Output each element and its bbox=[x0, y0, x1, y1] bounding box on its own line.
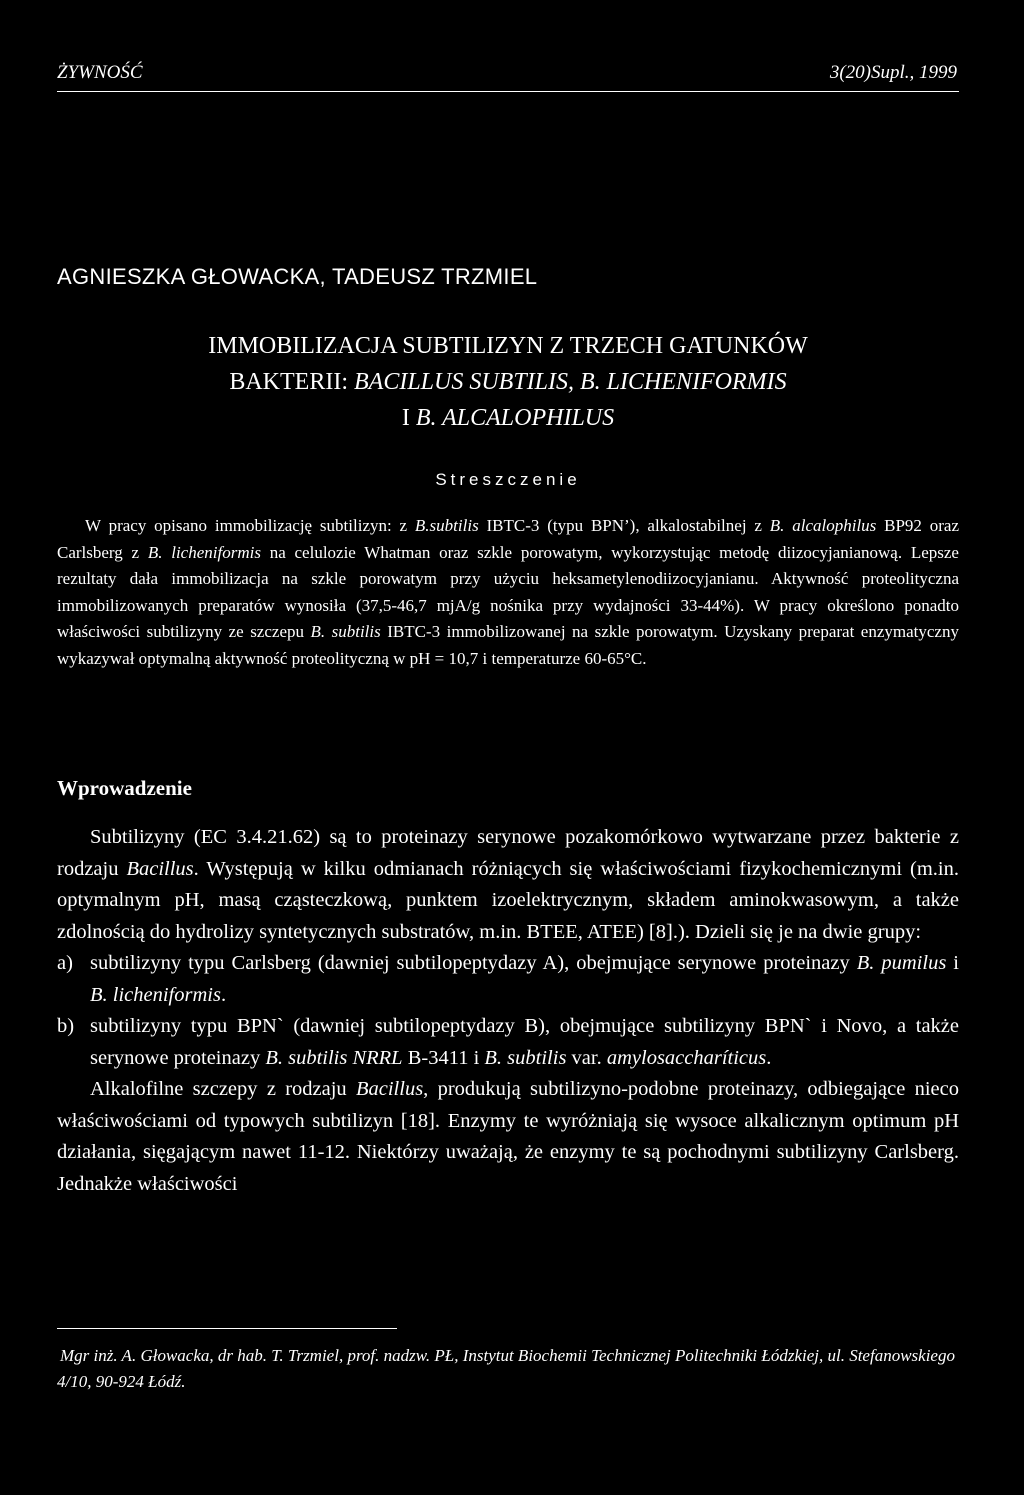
body-text: subtilizyny typu Carlsberg (dawniej subtilopeptydazy A), obejmujące serynowe proteinazy bbox=[90, 952, 857, 974]
abstract-paragraph bbox=[57, 513, 959, 672]
body-text: . Występują w kilku odmianach różniących się właściwościami fizykochemicznymi (m.in. optymalnym pH, masą cząsteczkową, punktem izoelektrycznym, składem aminokwasowym, a także zdolnością do hydrolizy syntetycznych substratów, m.in. BTEE, ATEE) [8].). Dzieli się je na dwie grupy: bbox=[57, 857, 959, 943]
list-item-content bbox=[90, 1011, 959, 1074]
body-text: B-3411 i bbox=[402, 1046, 485, 1069]
body-text: . bbox=[766, 1046, 772, 1069]
list-item-content bbox=[90, 948, 959, 1011]
body-species: B. subtilis NRRL bbox=[265, 1046, 403, 1069]
list-marker: a) bbox=[57, 952, 73, 974]
section-heading-introduction: Wprowadzenie bbox=[57, 776, 192, 800]
author-footnote: Mgr inż. A. Głowacka, dr hab. T. Trzmiel, prof. nadzw. PŁ, Instytut Biochemii Technicznej Politechniki Łódzkiej, ul. Stefanowskiego 4/10, 90-924 Łódź. bbox=[57, 1346, 955, 1391]
body-text: var. bbox=[566, 1046, 607, 1069]
title-line-2-species: BACILLUS SUBTILIS, B. LICHENIFORMIS bbox=[354, 369, 787, 395]
title-line-3-species: B. ALCALOPHILUS bbox=[415, 405, 615, 431]
body-species: amylosaccharíticus bbox=[606, 1046, 767, 1069]
abstract-species: B. subtilis bbox=[310, 622, 381, 641]
body-paragraph bbox=[57, 1074, 959, 1200]
body-text: i bbox=[946, 952, 959, 974]
abstract-species: B. licheniformis bbox=[147, 542, 261, 562]
list-marker: b) bbox=[57, 1015, 75, 1037]
journal-name: ŻYWNOŚĆ bbox=[57, 62, 143, 83]
abstract-text: BP92 oraz Carlsberg z bbox=[57, 516, 960, 562]
body-species: B. subtilis bbox=[484, 1046, 567, 1069]
body-species: Bacillus bbox=[355, 1078, 424, 1100]
issue-info: 3(20)Supl., 1999 bbox=[829, 62, 957, 83]
body-text: Subtilizyny (EC 3.4.21.62) są to proteinazy serynowe pozakomórkowo wytwarzane przez bakterie z rodzaju bbox=[57, 826, 959, 880]
abstract-text: W pracy opisano immobilizację subtilizyn: z bbox=[85, 516, 415, 535]
footnote-rule bbox=[57, 1328, 397, 1329]
list-item-b bbox=[57, 1011, 959, 1074]
authors: AGNIESZKA GŁOWACKA, TADEUSZ TRZMIEL bbox=[57, 264, 538, 289]
title-line-3 bbox=[57, 400, 959, 436]
title-line-1: IMMOBILIZACJA SUBTILIZYN Z TRZECH GATUNKÓW bbox=[208, 333, 808, 359]
paper-title bbox=[57, 328, 959, 436]
title-line-3-prefix: I bbox=[401, 405, 416, 431]
title-line-2-prefix: BAKTERII: bbox=[229, 369, 354, 395]
abstract bbox=[57, 513, 959, 672]
body-paragraph bbox=[57, 822, 959, 948]
body-text: subtilizyny typu BPN` (dawniej subtilopeptydazy B), obejmujące subtilizyny BPN` i Novo, a także serynowe proteinazy bbox=[90, 1015, 959, 1069]
abstract-text: IBTC-3 immobilizowanej na szkle porowatym. Uzyskany preparat enzymatyczny wykazywał optymalną aktywność proteolityczną w pH = 10,7 i temperaturze 60-65°C. bbox=[57, 622, 959, 668]
body-text: Alkalofilne szczepy z rodzaju bbox=[90, 1078, 356, 1100]
body-text: . bbox=[220, 983, 227, 1006]
title-line-2 bbox=[57, 364, 959, 400]
header-rule bbox=[57, 91, 959, 92]
introduction-body bbox=[57, 822, 959, 1200]
abstract-heading: Streszczenie bbox=[435, 470, 581, 489]
body-species: Bacillus bbox=[126, 857, 194, 880]
abstract-text: IBTC-3 (typu BPN’), alkalostabilnej z bbox=[478, 516, 770, 535]
list-item-a bbox=[57, 948, 959, 1011]
abstract-species: B. alcalophilus bbox=[769, 516, 877, 535]
abstract-species: B.subtilis bbox=[414, 516, 479, 535]
body-species: B. licheniformis bbox=[90, 983, 221, 1006]
body-species: B. pumilus bbox=[856, 952, 947, 974]
abstract-text: na celulozie Whatman oraz szkle porowatym, wykorzystując metodę diizocyjanianową. Lepsze rezultaty dała immobilizacja na szkle porowatym przy użyciu heksametylenodiizocyjanianu. Aktywność proteolityczna immobilizowanych preparatów wynosiła (37,5-46,7 mjA/g nośnika przy wydajności 33-44%). W pracy określono ponadto właściwości subtilizyny ze szczepu bbox=[57, 542, 959, 641]
body-text: , produkują subtilizyno-podobne proteinazy, odbiegające nieco właściwościami od typowych subtilizyn [18]. Enzymy te wyróżniają się wysoce alkalicznym optimum pH działania, sięgającym nawet 11-12. Niektórzy uważają, że enzymy te są pochodnymi subtilizyny Carlsberg. Jednakże właściwości bbox=[57, 1078, 959, 1195]
running-header bbox=[57, 62, 957, 92]
